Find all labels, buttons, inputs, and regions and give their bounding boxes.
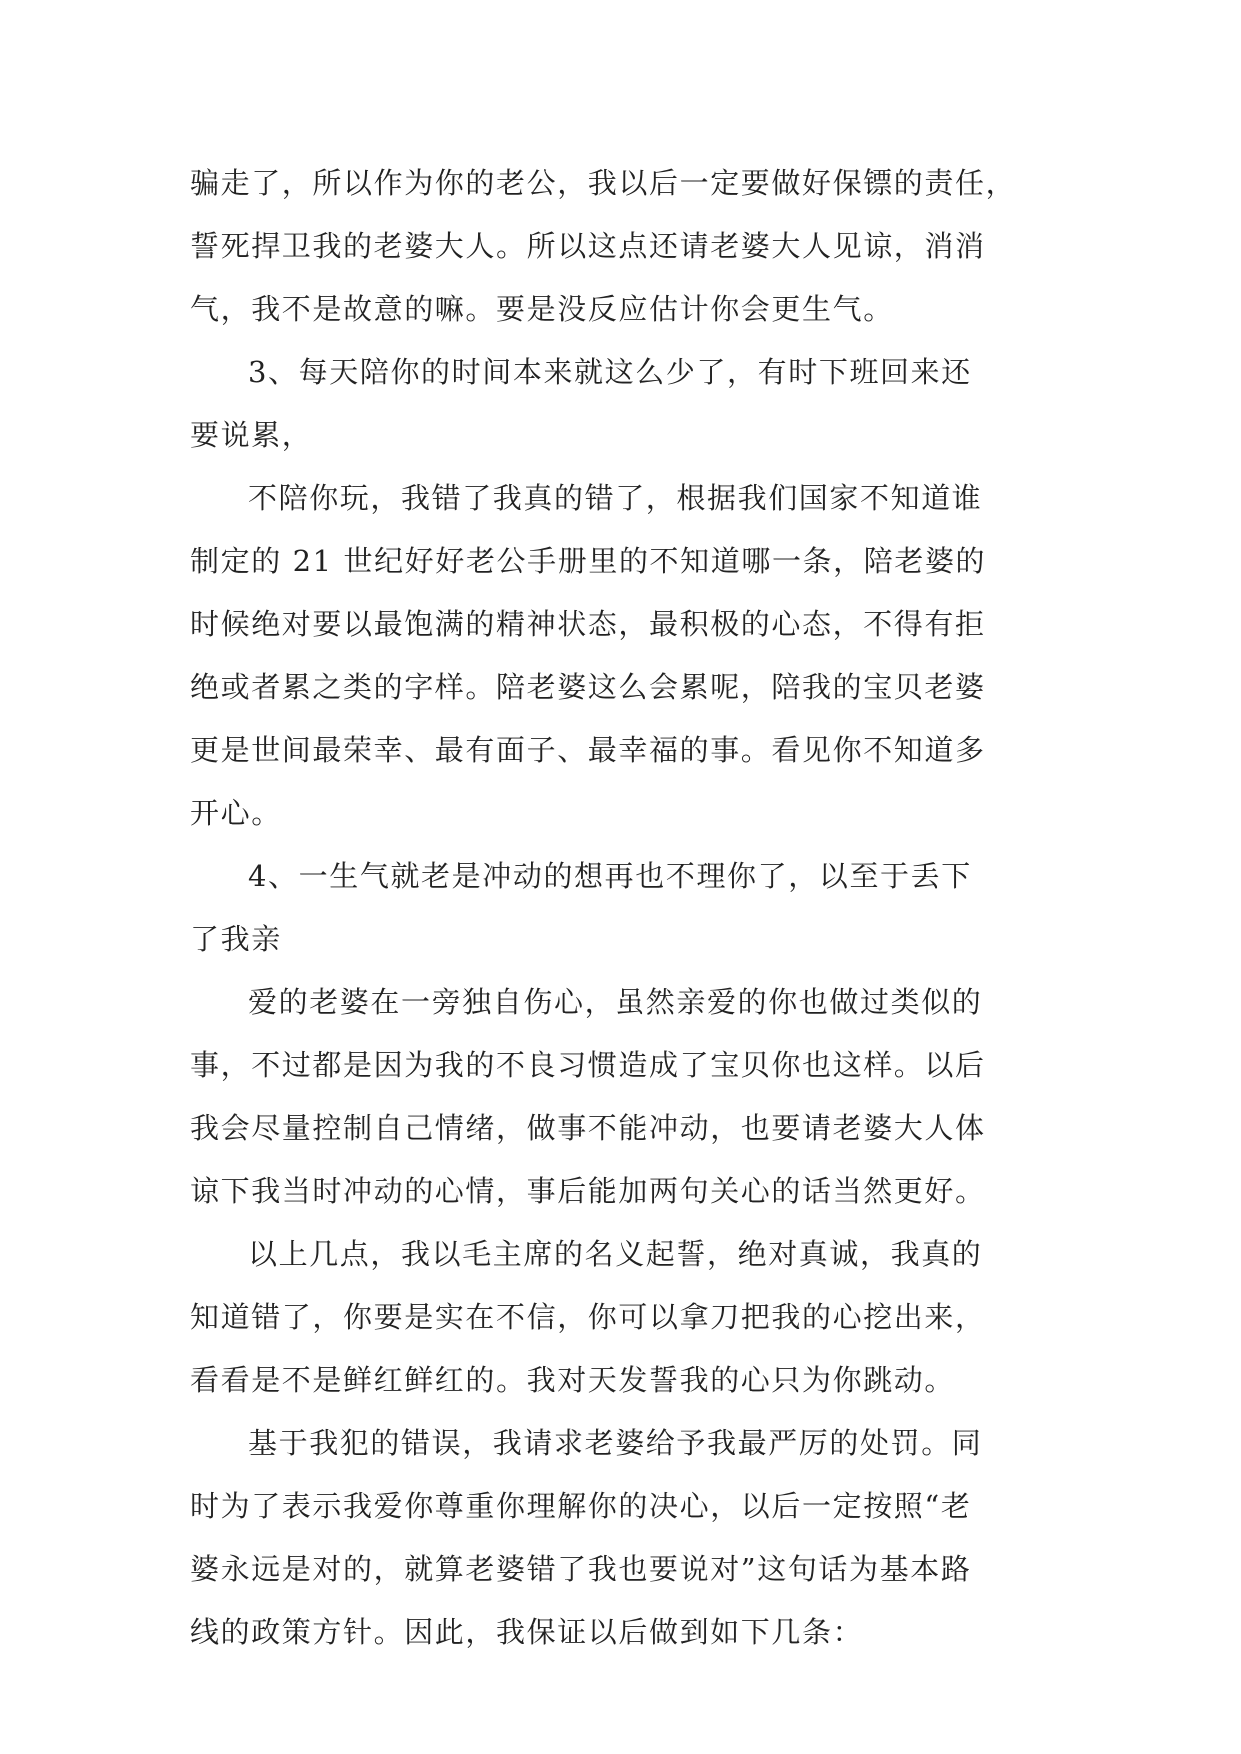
text-line: 骗走了，所以作为你的老公，我以后一定要做好保镖的责任， (190, 166, 1017, 200)
text-line: 制定的 21 世纪好好老公手册里的不知道哪一条，陪老婆的 (190, 544, 987, 578)
text-line: 事，不过都是因为我的不良习惯造成了宝贝你也这样。以后 (190, 1048, 986, 1082)
text-line: 要说累， (190, 418, 313, 452)
text-line: 我会尽量控制自己情绪，做事不能冲动，也要请老婆大人体 (190, 1111, 986, 1145)
text-line: 气，我不是故意的嘛。要是没反应估计你会更生气。 (190, 292, 894, 326)
text-line: 爱的老婆在一旁独自伤心，虽然亲爱的你也做过类似的 (248, 985, 983, 1019)
text-line: 誓死捍卫我的老婆大人。所以这点还请老婆大人见谅，消消 (190, 229, 986, 263)
text-line: 了我亲 (190, 922, 282, 956)
text-line: 更是世间最荣幸、最有面子、最幸福的事。看见你不知道多 (190, 733, 986, 767)
text-line: 3、每天陪你的时间本来就这么少了，有时下班回来还 (248, 355, 972, 389)
text-line: 线的政策方针。因此，我保证以后做到如下几条： (190, 1615, 864, 1649)
text-line: 谅下我当时冲动的心情，事后能加两句关心的话当然更好。 (190, 1174, 986, 1208)
text-line: 不陪你玩，我错了我真的错了，根据我们国家不知道谁 (248, 481, 983, 515)
text-line: 婆永远是对的，就算老婆错了我也要说对”这句话为基本路 (190, 1552, 972, 1586)
text-line: 绝或者累之类的字样。陪老婆这么会累呢，陪我的宝贝老婆 (190, 670, 986, 704)
text-line: 开心。 (190, 796, 282, 830)
document-body (190, 152, 1060, 1664)
text-line: 看看是不是鲜红鲜红的。我对天发誓我的心只为你跳动。 (190, 1363, 956, 1397)
text-line: 时为了表示我爱你尊重你理解你的决心，以后一定按照“老 (190, 1489, 972, 1523)
text-line: 4、一生气就老是冲动的想再也不理你了，以至于丢下 (248, 859, 972, 893)
text-line: 以上几点，我以毛主席的名义起誓，绝对真诚，我真的 (248, 1237, 983, 1271)
text-line: 知道错了，你要是实在不信，你可以拿刀把我的心挖出来， (190, 1300, 986, 1334)
text-line: 时候绝对要以最饱满的精神状态，最积极的心态，不得有拒 (190, 607, 986, 641)
text-line: 基于我犯的错误，我请求老婆给予我最严厉的处罚。同 (248, 1426, 983, 1460)
